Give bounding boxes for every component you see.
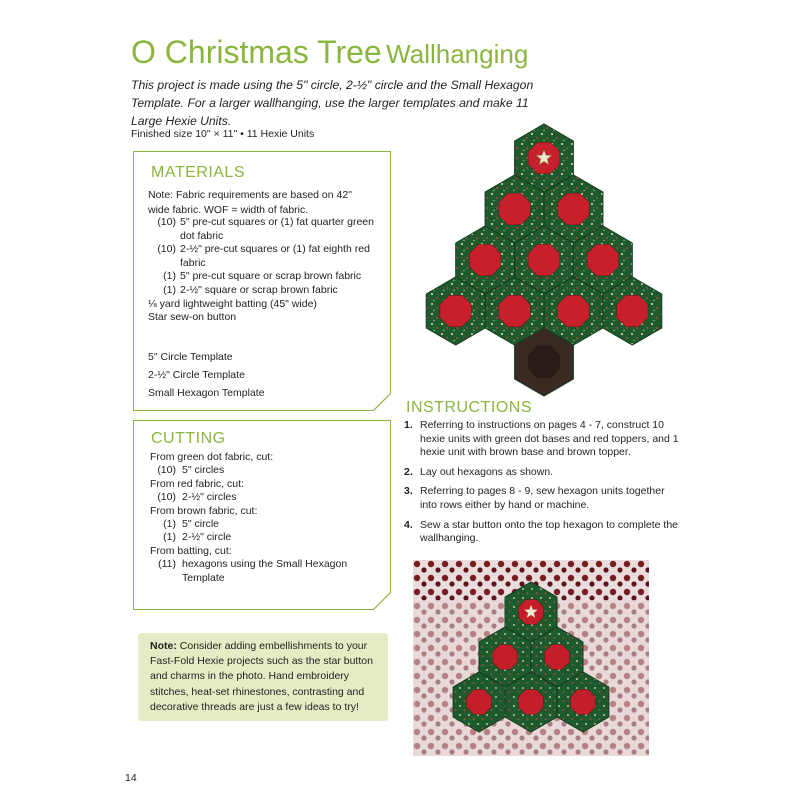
materials-list [148, 216, 388, 325]
title-sub: Wallhanging [386, 39, 529, 69]
item-qty: (11) [158, 558, 176, 571]
cut-group-head: From red fabric, cut: [150, 477, 244, 490]
template-item: 2-½" Circle Template [148, 369, 245, 381]
item-text: 2-½" circle [182, 531, 232, 544]
cut-group-head: From brown fabric, cut: [150, 504, 258, 517]
item-qty: (1) [163, 531, 176, 544]
cutting-heading: CUTTING [151, 430, 226, 447]
materials-heading: MATERIALS [151, 164, 245, 181]
list-item [150, 558, 386, 585]
item-qty: (10) [157, 491, 176, 504]
item-qty: (10) [157, 216, 176, 228]
list-item [148, 311, 388, 325]
list-item [148, 298, 388, 312]
step-text: Referring to instructions on pages 4 - 7, construct 10 hexie units with green dot bases and red toppers, and 1 hexie unit with brown base and brown topper. [420, 419, 679, 459]
step [404, 419, 684, 460]
cutting-box [133, 420, 391, 610]
instructions-heading: INSTRUCTIONS [406, 399, 532, 416]
instructions-list [404, 419, 684, 552]
list-item [148, 284, 388, 298]
page-title [131, 34, 528, 71]
title-main: O Christmas Tree [131, 34, 382, 70]
step [404, 466, 684, 480]
item-qty: (1) [163, 283, 176, 296]
hexie-tree-illustration [410, 122, 678, 398]
tip-text: Consider adding embellishments to your Fast-Fold Hexie projects such as the star button and charms in the photo. Hand embroidery stitches, heat-set rhinestones, contrasting and decorative threads are just a few ideas to try! [150, 640, 373, 713]
item-text: ⅛ yard lightweight batting (45" wide) [148, 297, 317, 310]
cut-group-head: From batting, cut: [150, 544, 232, 557]
step-number: 3. [404, 485, 413, 498]
step [404, 485, 684, 512]
step-number: 2. [404, 465, 413, 478]
step-text: Referring to pages 8 - 9, sew hexagon units together into rows either by hand or machine. [420, 485, 665, 511]
page-number: 14 [125, 772, 137, 784]
folded-corner [373, 592, 391, 610]
item-qty: (10) [157, 243, 176, 256]
item-text: hexagons using the Small Hexagon Template [182, 558, 348, 584]
step-number: 1. [404, 419, 413, 431]
item-text: Star sew-on button [148, 311, 237, 324]
template-item: 5" Circle Template [148, 351, 233, 363]
item-text: 2-½" pre-cut squares or (1) fat eighth red fabric [180, 243, 370, 269]
step-number: 4. [404, 518, 413, 531]
list-item [150, 464, 386, 477]
tip-box [138, 633, 388, 721]
intro-text: This project is made using the 5" circle, 2-½" circle and the Small Hexagon Template. For a larger wallhanging, use the larger templates and make 11 Large Hexie Units. [131, 78, 534, 128]
item-text: 5" pre-cut squares or (1) fat quarter green dot fabric [180, 216, 374, 242]
item-qty: (10) [157, 464, 176, 477]
item-text: 5" circle [182, 518, 219, 531]
item-text: 2-½" circles [182, 491, 237, 504]
tip-label: Note: [150, 640, 177, 652]
item-text: 2-½" square or scrap brown fabric [180, 283, 338, 296]
list-item [148, 270, 388, 284]
item-qty: (1) [163, 270, 176, 283]
templates-list [148, 348, 265, 402]
item-text: 5" circles [182, 464, 225, 477]
step-text: Lay out hexagons as shown. [420, 465, 554, 478]
step-text: Sew a star button onto the top hexagon to complete the wallhanging. [420, 518, 679, 545]
folded-corner [373, 393, 391, 411]
template-item: Small Hexagon Template [148, 387, 265, 399]
cutting-list [150, 451, 386, 585]
materials-box [133, 151, 391, 411]
list-item [148, 216, 388, 243]
step [404, 519, 684, 546]
item-qty: (1) [163, 518, 176, 531]
materials-note: Note: Fabric requirements are based on 42" wide fabric. WOF = width of fabric. [148, 189, 352, 216]
finished-size: Finished size 10" × 11" • 11 Hexie Units [131, 128, 315, 140]
cut-group-head: From green dot fabric, cut: [150, 451, 274, 463]
list-item [150, 491, 386, 504]
list-item [150, 518, 386, 531]
list-item [150, 531, 386, 544]
list-item [148, 243, 388, 270]
project-photo [413, 560, 649, 756]
item-text: 5" pre-cut square or scrap brown fabric [180, 270, 362, 283]
